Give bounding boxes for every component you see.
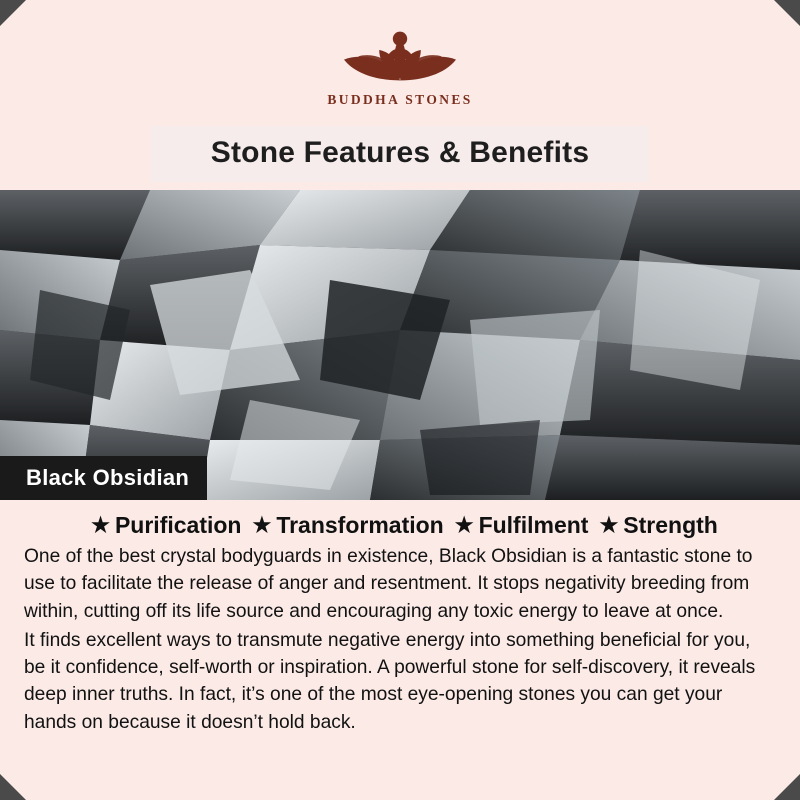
- corner-decoration-bottom-left: [0, 774, 26, 800]
- benefits-list: [0, 500, 800, 543]
- description-paragraph-1: One of the best crystal bodyguards in existence, Black Obsidian is a fantastic stone to use to facilitate the release of anger and resentment. It stops negativity breeding from within, cutting off its life source and encouraging any toxic energy to leave at once.: [24, 546, 753, 622]
- benefit-item: [446, 512, 589, 539]
- hero-caption: Black Obsidian: [0, 456, 207, 500]
- star-icon: ★: [91, 514, 110, 537]
- title-banner: [151, 126, 649, 182]
- corner-decoration-top-right: [774, 0, 800, 26]
- obsidian-shards-illustration: [0, 190, 800, 500]
- page-title: Stone Features & Benefits: [210, 136, 590, 169]
- lotus-meditation-figure-icon: [320, 18, 480, 90]
- hero-image: [0, 190, 800, 500]
- star-icon: ★: [454, 514, 474, 537]
- benefit-item: [82, 512, 241, 539]
- brand-header: [0, 0, 800, 126]
- corner-decoration-bottom-right: [774, 774, 800, 800]
- description-paragraph-2: It finds excellent ways to transmute negative energy into something beneficial for you, be it confidence, self-worth or inspiration. A powerful stone for self-discovery, it reveals deep inner truths. In fact, it’s one of the most eye-opening stones you can get your hands on because it doesn’t hold back.: [24, 629, 756, 733]
- corner-decoration-top-left: [0, 0, 26, 26]
- star-icon: ★: [252, 514, 272, 537]
- brand-logo: [320, 18, 480, 108]
- benefit-item: [243, 512, 443, 539]
- benefit-label: Transformation: [276, 512, 444, 538]
- brand-name: BUDDHA STONES: [327, 92, 473, 107]
- benefit-label: Purification: [114, 512, 242, 538]
- benefit-label: Fulfilment: [478, 512, 589, 538]
- benefit-item: [590, 512, 717, 539]
- benefit-label: Strength: [623, 512, 718, 538]
- description-text: [0, 543, 800, 736]
- star-icon: ★: [599, 514, 619, 537]
